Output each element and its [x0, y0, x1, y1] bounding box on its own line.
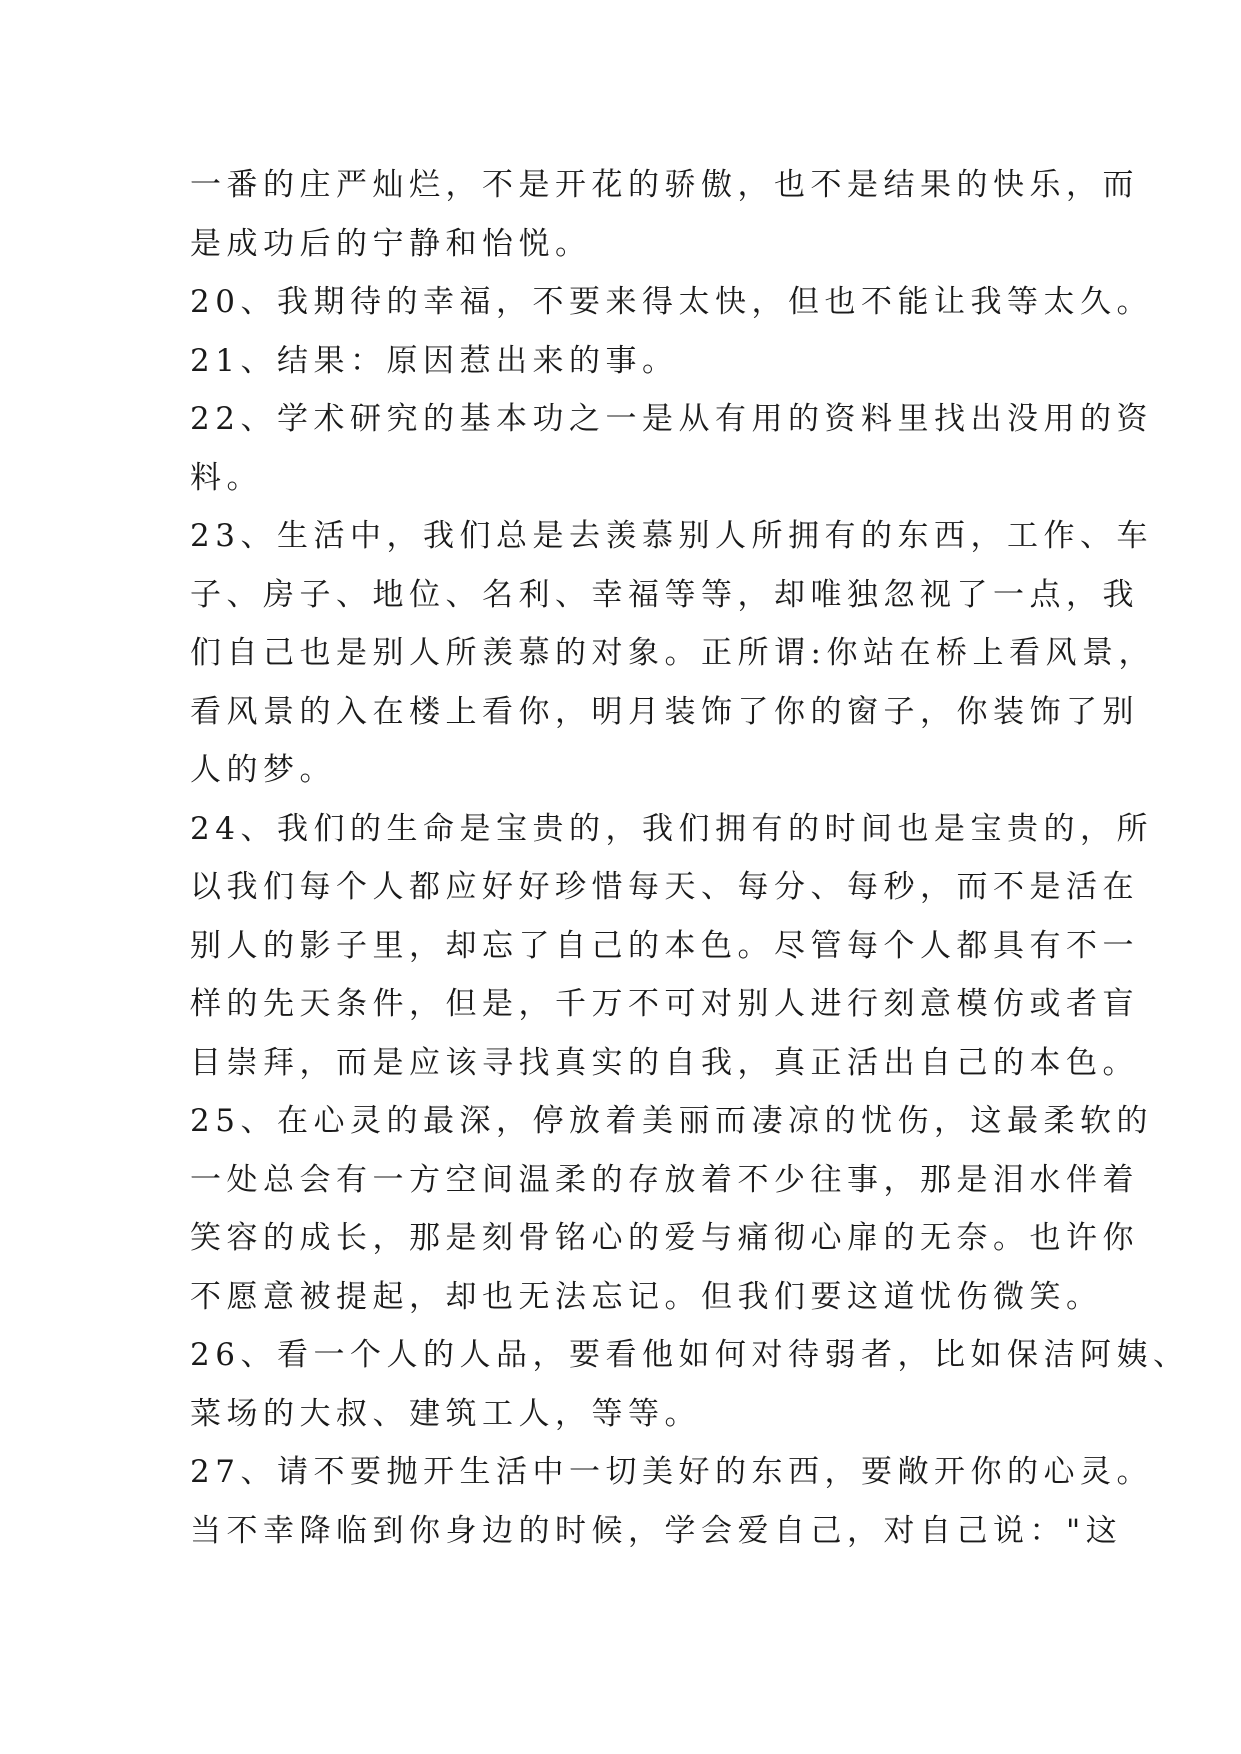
text-line: 样的先天条件，但是，千万不可对别人进行刻意模仿或者盲: [190, 986, 1139, 1022]
text-line: 料。: [190, 459, 263, 496]
text-line: 23、生活中，我们总是去羡慕别人所拥有的东西，工作、车: [190, 518, 1153, 554]
text-line: 菜场的大叔、建筑工人，等等。: [190, 1395, 701, 1432]
text-line: 别人的影子里，却忘了自己的本色。尽管每个人都具有不一: [190, 927, 1139, 964]
text-line: 们自己也是别人所羡慕的对象。正所谓:你站在桥上看风景，: [190, 635, 1155, 671]
text-line: 22、学术研究的基本功之一是从有用的资料里找出没用的资: [190, 401, 1153, 437]
text-line: 是成功后的宁静和怡悦。: [190, 225, 592, 262]
text-line: 一番的庄严灿烂，不是开花的骄傲，也不是结果的快乐，而: [190, 167, 1139, 203]
text-line: 24、我们的生命是宝贵的，我们拥有的时间也是宝贵的，所: [190, 810, 1153, 847]
text-line: 当不幸降临到你身边的时候，学会爱自己，对自己说："这: [190, 1512, 1123, 1549]
document-body: [190, 156, 1190, 1560]
text-line: 26、看一个人的人品，要看他如何对待弱者，比如保洁阿姨、: [190, 1337, 1190, 1373]
text-line: 人的梦。: [190, 752, 336, 788]
text-line: 一处总会有一方空间温柔的存放着不少往事，那是泪水伴着: [190, 1161, 1139, 1198]
text-line: 笑容的成长，那是刻骨铭心的爱与痛彻心扉的无奈。也许你: [190, 1220, 1139, 1256]
text-line: 目崇拜，而是应该寻找真实的自我，真正活出自己的本色。: [190, 1044, 1139, 1081]
text-line: 以我们每个人都应好好珍惜每天、每分、每秒，而不是活在: [190, 869, 1139, 905]
text-line: 看风景的入在楼上看你，明月装饰了你的窗子，你装饰了别: [190, 693, 1139, 730]
text-line: 27、请不要抛开生活中一切美好的东西，要敞开你的心灵。: [190, 1454, 1153, 1490]
text-line: 不愿意被提起，却也无法忘记。但我们要这道忧伤微笑。: [190, 1278, 1103, 1315]
text-line: 25、在心灵的最深，停放着美丽而凄凉的忧伤，这最柔软的: [190, 1103, 1153, 1139]
text-line: 子、房子、地位、名利、幸福等等，却唯独忽视了一点，我: [190, 576, 1139, 613]
text-line: 20、我期待的幸福，不要来得太快，但也不能让我等太久。: [190, 284, 1153, 320]
text-line: 21、结果：原因惹出来的事。: [190, 342, 679, 379]
